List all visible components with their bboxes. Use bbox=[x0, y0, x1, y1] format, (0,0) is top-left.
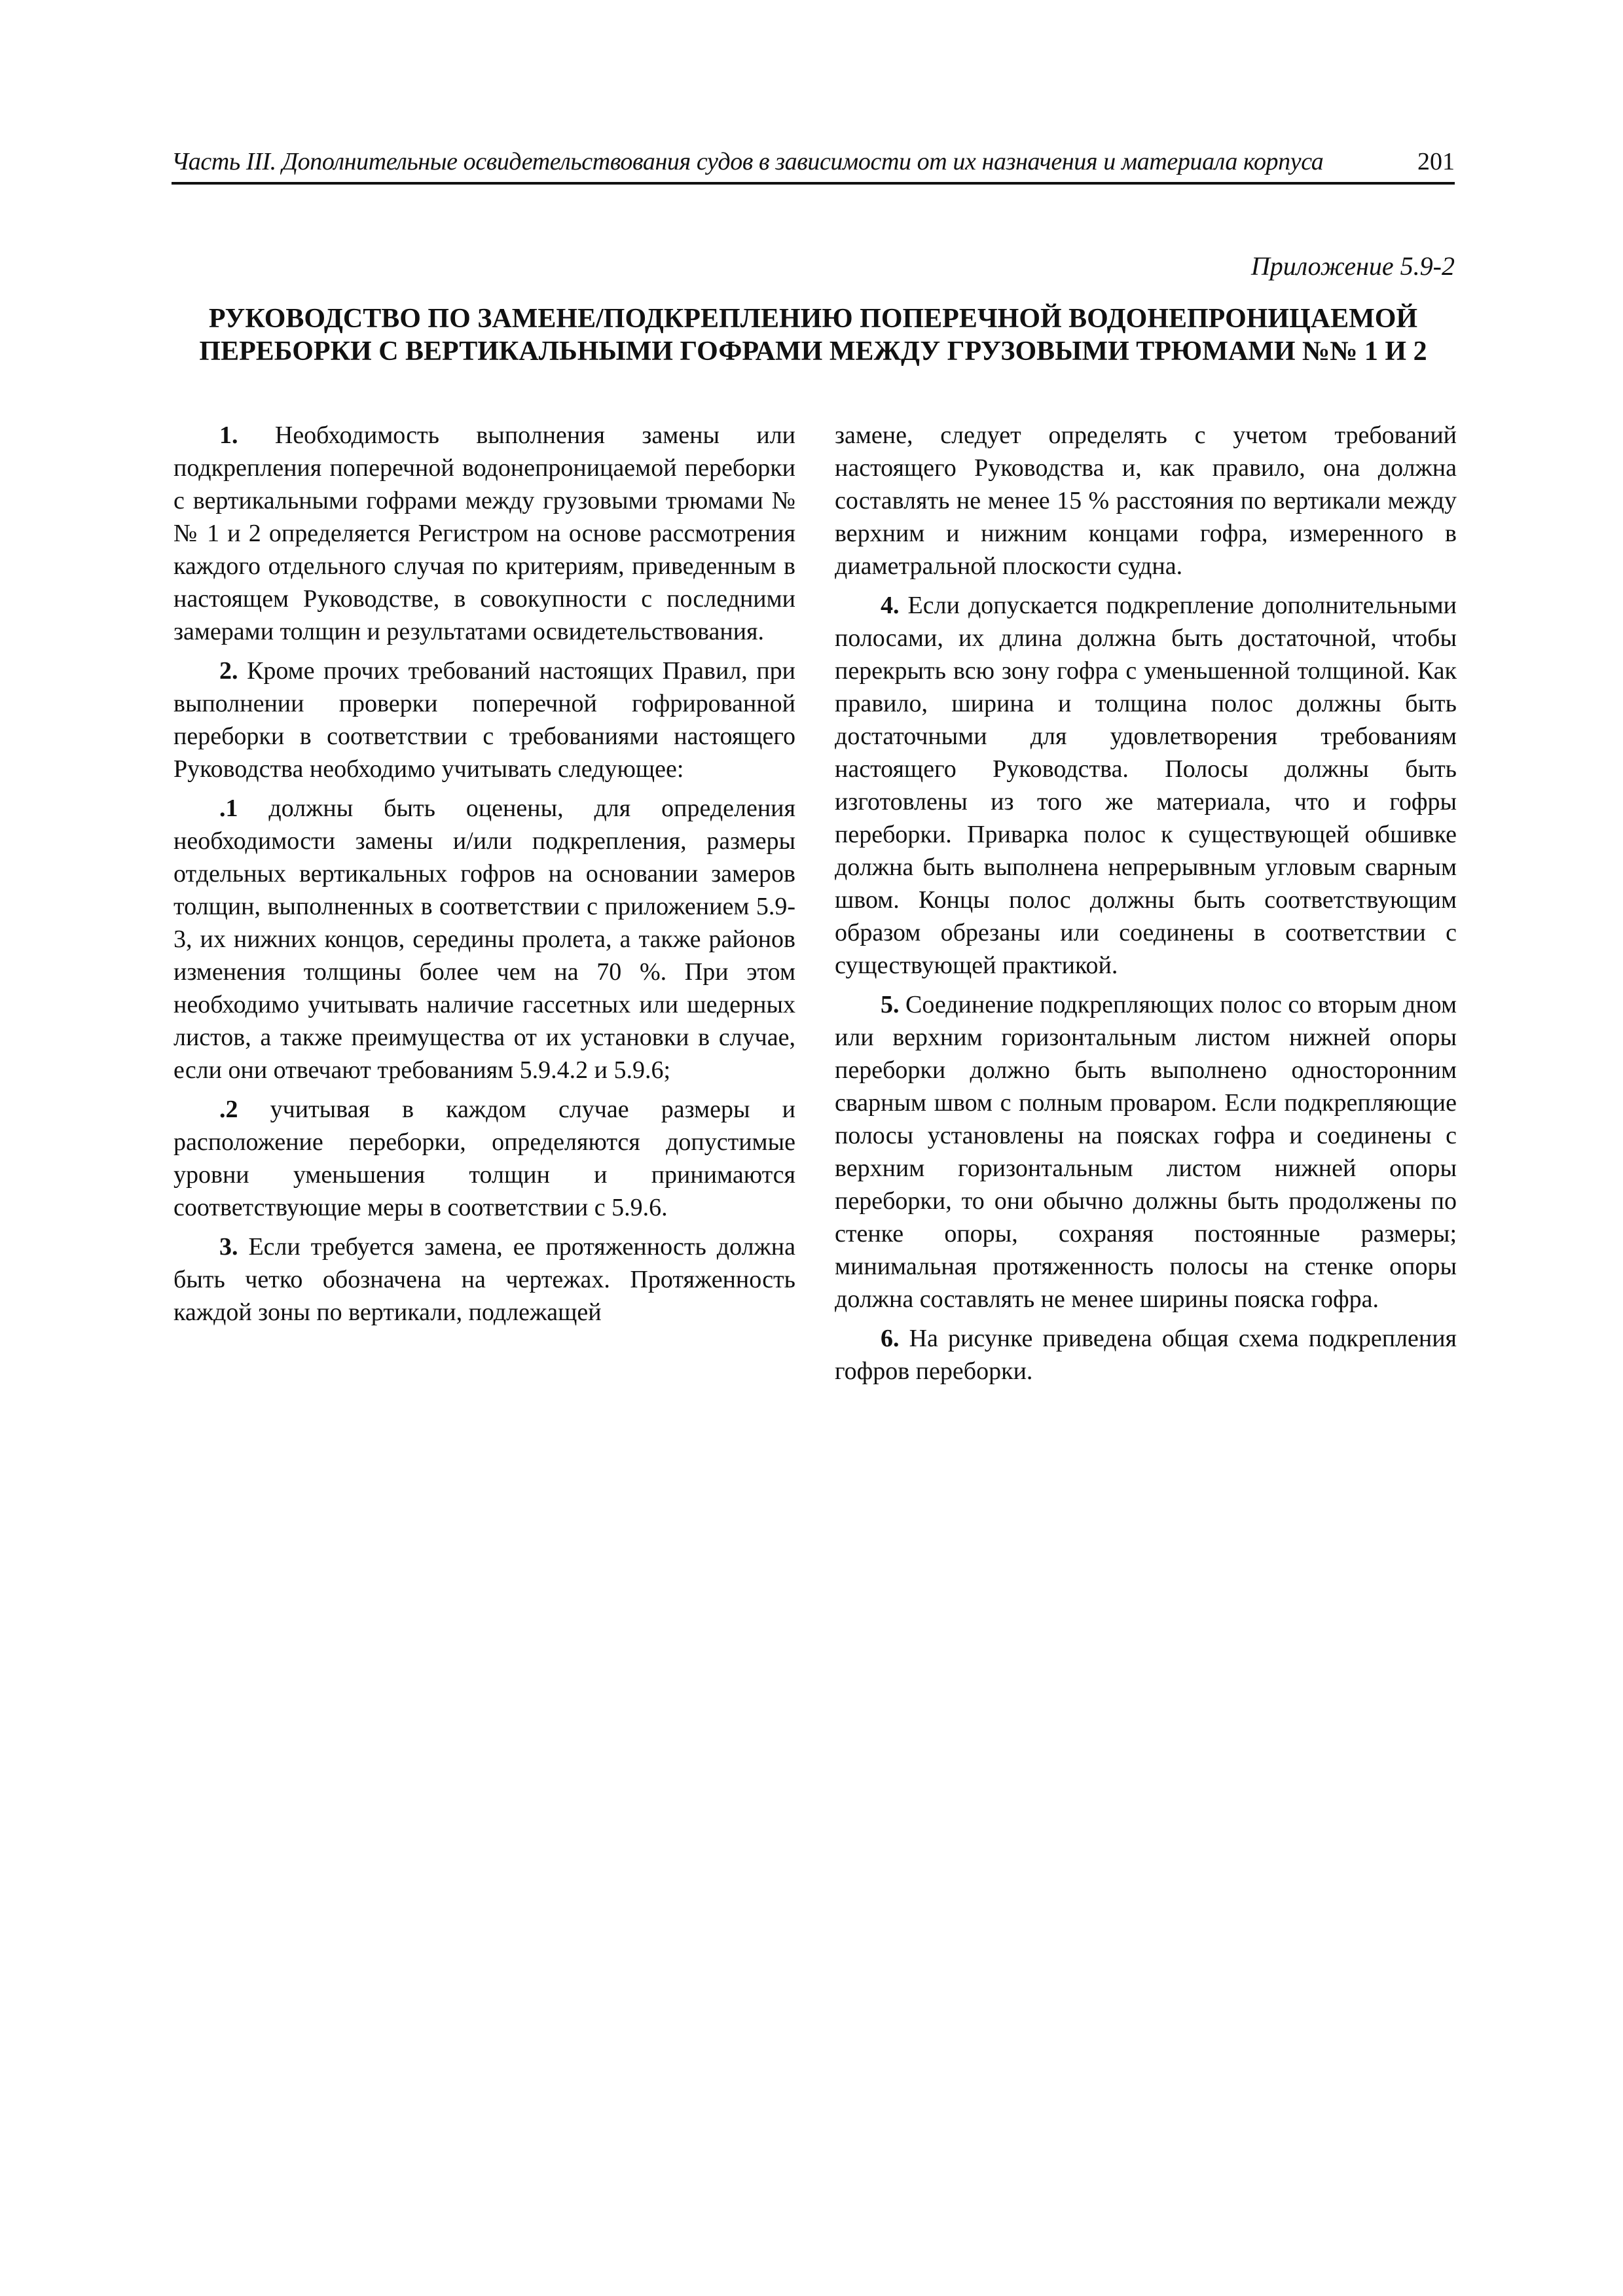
main-title bbox=[172, 302, 1455, 368]
paragraph-text: замене, следует определять с учетом требований настоящего Руководства и, как правило, она должна составлять не менее 15 % расстояния по вертикали между верхним и нижним концами гофра, измеренного в диаметральной плоскости судна. bbox=[835, 422, 1457, 580]
subitem-text: учитывая в каждом случае размеры и расположение переборки, определяются допустимые уровни уменьшения толщин и принимаются соответствующие меры в соответствии с 5.9.6. bbox=[173, 1096, 795, 1221]
paragraph-1 bbox=[173, 419, 795, 648]
paragraph-text: Необходимость выполнения замены или подкрепления поперечной водонепроницаемой переборки с вертикальными гофрами между грузовыми трюмами №№ 1 и 2 определяется Регистром на основе рассмотрения каждого отдельного случая по критериям, приведенным в настоящем Руководстве, в совокупности с последними замерами толщин и результатами освидетельствования. bbox=[173, 422, 795, 645]
paragraph-text: На рисунке приведена общая схема подкрепления гофров переборки. bbox=[835, 1325, 1457, 1385]
paragraph-text: Кроме прочих требований настоящих Правил, при выполнении проверки поперечной гофрированной переборки в соответствии с требованиями настоящего Руководства необходимо учитывать следующее: bbox=[173, 657, 796, 783]
title-line-2: ПЕРЕБОРКИ С ВЕРТИКАЛЬНЫМИ ГОФРАМИ МЕЖДУ ГРУЗОВЫМИ ТРЮМАМИ №№ 1 И 2 bbox=[199, 336, 1427, 367]
paragraph-number: 3. bbox=[219, 1233, 238, 1261]
paragraph-4 bbox=[835, 589, 1457, 982]
subitem-number: .2 bbox=[219, 1096, 238, 1123]
header-title: Часть III. Дополнительные освидетельствования судов в зависимости от их назначения и материала корпуса bbox=[172, 148, 1324, 175]
paragraph-number: 1. bbox=[219, 422, 238, 449]
subitem-text: должны быть оценены, для определения необходимости замены и/или подкрепления, размеры отдельных вертикальных гофров на основании замеров толщин, выполненных в соответствии с приложением 5.9-3, их нижних концов, середины пролета, а также районов изменения толщины более чем на 70 %. При этом необходимо учитывать наличие гассетных или шедерных листов, а также преимущества от их установки в случае, если они отвечают требованиям 5.9.4.2 и 5.9.6; bbox=[173, 795, 795, 1084]
subitem-2-1 bbox=[173, 792, 795, 1086]
subitem-2-2 bbox=[173, 1093, 795, 1224]
paragraph-2 bbox=[173, 655, 795, 785]
page-number: 201 bbox=[1417, 148, 1455, 175]
paragraph-3 bbox=[173, 1230, 795, 1329]
left-column bbox=[173, 419, 795, 1335]
running-header bbox=[172, 143, 1455, 185]
paragraph-number: 2. bbox=[219, 657, 238, 685]
paragraph-5 bbox=[835, 988, 1457, 1316]
paragraph-text: Если допускается подкрепление дополнительными полосами, их длина должна быть достаточной, чтобы перекрыть всю зону гофра с уменьшенной толщиной. Как правило, ширина и толщина полос должны быть достаточными для удовлетворения требованиям настоящего Руководства. Полосы должны быть изготовлены из того же материала, что и гофры переборки. Приварка полос к существующей обшивке должна быть выполнена непрерывным угловым сварным швом. Концы полос должны быть соответствующим образом обрезаны или соединены в соответствии с существующей практикой. bbox=[835, 592, 1457, 979]
paragraph-text: Соединение подкрепляющих полос со вторым дном или верхним горизонтальным листом нижней опоры переборки должно быть выполнено односторонним сварным швом с полным проваром. Если подкрепляющие полосы установлены на поясках гофра и соединены с верхним горизонтальным листом нижней опоры переборки, то они обычно должны быть продолжены по стенке опоры, сохраняя постоянные размеры; минимальная протяженность полосы на стенке опоры должна составлять не менее ширины пояска гофра. bbox=[835, 991, 1457, 1313]
paragraph-number: 4. bbox=[881, 592, 900, 619]
paragraph-6 bbox=[835, 1322, 1457, 1388]
paragraph-number: 5. bbox=[881, 991, 900, 1018]
subitem-number: .1 bbox=[219, 795, 238, 822]
title-line-1: РУКОВОДСТВО ПО ЗАМЕНЕ/ПОДКРЕПЛЕНИЮ ПОПЕРЕЧНОЙ ВОДОНЕПРОНИЦАЕМОЙ bbox=[208, 304, 1418, 334]
paragraph-text: Если требуется замена, ее протяженность должна быть четко обозначена на чертежах. Протяженность каждой зоны по вертикали, подлежащей bbox=[173, 1233, 796, 1326]
paragraph-3-continued bbox=[835, 419, 1457, 583]
right-column bbox=[835, 419, 1457, 1394]
paragraph-number: 6. bbox=[881, 1325, 900, 1352]
appendix-label: Приложение 5.9-2 bbox=[1250, 251, 1455, 281]
